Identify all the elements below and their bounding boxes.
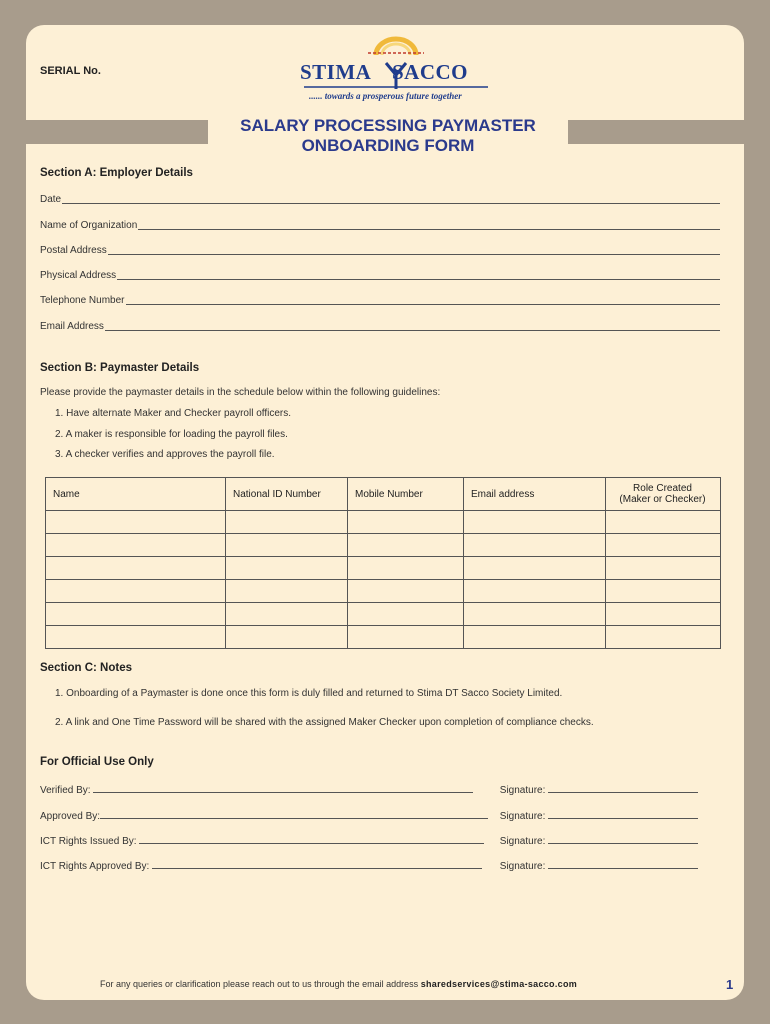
column-header-name: Name xyxy=(46,478,226,511)
telephone-field[interactable] xyxy=(40,295,720,306)
signature-label: Signature: xyxy=(499,861,546,872)
ict-rights-approved-label: ICT Rights Approved By: xyxy=(40,861,150,872)
logo-tagline: ...... towards a prosperous future together xyxy=(309,91,462,101)
stima-sacco-logo xyxy=(296,33,496,103)
guideline-item: 1. Have alternate Maker and Checker payroll officers. xyxy=(55,408,292,419)
ict-rights-approved-row[interactable] xyxy=(40,859,698,872)
approved-by-label: Approved By: xyxy=(40,811,101,822)
logo-text-left: STIMA xyxy=(300,60,372,84)
table-row[interactable] xyxy=(46,603,721,626)
role-header-line1: Role Created xyxy=(633,483,692,494)
section-a-heading: Section A: Employer Details xyxy=(40,167,193,179)
section-b-intro: Please provide the paymaster details in the schedule below within the following guidelines: xyxy=(40,387,441,398)
official-use-heading: For Official Use Only xyxy=(40,756,154,768)
title-bar-right xyxy=(568,120,744,144)
physical-address-label: Physical Address xyxy=(40,270,117,281)
ict-rights-issued-row[interactable] xyxy=(40,834,698,847)
signature-label: Signature: xyxy=(499,785,546,796)
organization-name-label: Name of Organization xyxy=(40,220,138,231)
column-header-role xyxy=(606,478,721,511)
date-field[interactable] xyxy=(40,194,720,205)
telephone-label: Telephone Number xyxy=(40,295,125,306)
footer-text xyxy=(100,979,577,989)
ict-rights-issued-label: ICT Rights Issued By: xyxy=(40,836,137,847)
postal-address-field[interactable] xyxy=(40,245,720,256)
date-label: Date xyxy=(40,194,62,205)
email-field[interactable] xyxy=(40,321,720,332)
column-header-email: Email address xyxy=(464,478,606,511)
note-item: 1. Onboarding of a Paymaster is done once this form is duly filled and returned to Stima DT Sacco Society Limited. xyxy=(55,688,563,699)
guideline-item: 3. A checker verifies and approves the payroll file. xyxy=(55,449,275,460)
column-header-national-id: National ID Number xyxy=(226,478,348,511)
approved-by-row[interactable] xyxy=(40,809,698,822)
verified-by-label: Verified By: xyxy=(40,785,91,796)
form-title-line1: SALARY PROCESSING PAYMASTER xyxy=(240,116,536,135)
serial-label: SERIAL No. xyxy=(40,65,101,77)
postal-address-label: Postal Address xyxy=(40,245,107,256)
page-number: 1 xyxy=(726,977,734,992)
section-c-heading: Section C: Notes xyxy=(40,662,133,674)
table-row[interactable] xyxy=(46,626,721,649)
table-row[interactable] xyxy=(46,534,721,557)
form-title-line2: ONBOARDING FORM xyxy=(301,136,475,155)
table-row[interactable] xyxy=(46,511,721,534)
signature-label: Signature: xyxy=(499,811,546,822)
paymaster-table xyxy=(45,477,721,649)
logo-text-right: SACCO xyxy=(392,60,469,84)
guideline-item: 2. A maker is responsible for loading the payroll files. xyxy=(55,429,288,440)
section-b-heading: Section B: Paymaster Details xyxy=(40,362,200,374)
table-header-row xyxy=(46,478,721,511)
physical-address-field[interactable] xyxy=(40,270,720,281)
verified-by-row[interactable] xyxy=(40,783,698,796)
form-page xyxy=(26,25,744,1000)
table-row[interactable] xyxy=(46,557,721,580)
column-header-mobile: Mobile Number xyxy=(348,478,464,511)
organization-name-field[interactable] xyxy=(40,220,720,231)
title-bar-left xyxy=(26,120,208,144)
role-header-line2: (Maker or Checker) xyxy=(619,494,706,505)
email-label: Email Address xyxy=(40,321,104,332)
form-title xyxy=(208,116,568,156)
footer-email-link[interactable]: sharedservices@stima-sacco.com xyxy=(420,979,578,989)
note-item: 2. A link and One Time Password will be shared with the assigned Maker Checker upon completion of compliance checks. xyxy=(55,717,594,728)
table-row[interactable] xyxy=(46,580,721,603)
footer-message: For any queries or clarification please reach out to us through the email address xyxy=(100,979,419,989)
signature-label: Signature: xyxy=(499,836,546,847)
